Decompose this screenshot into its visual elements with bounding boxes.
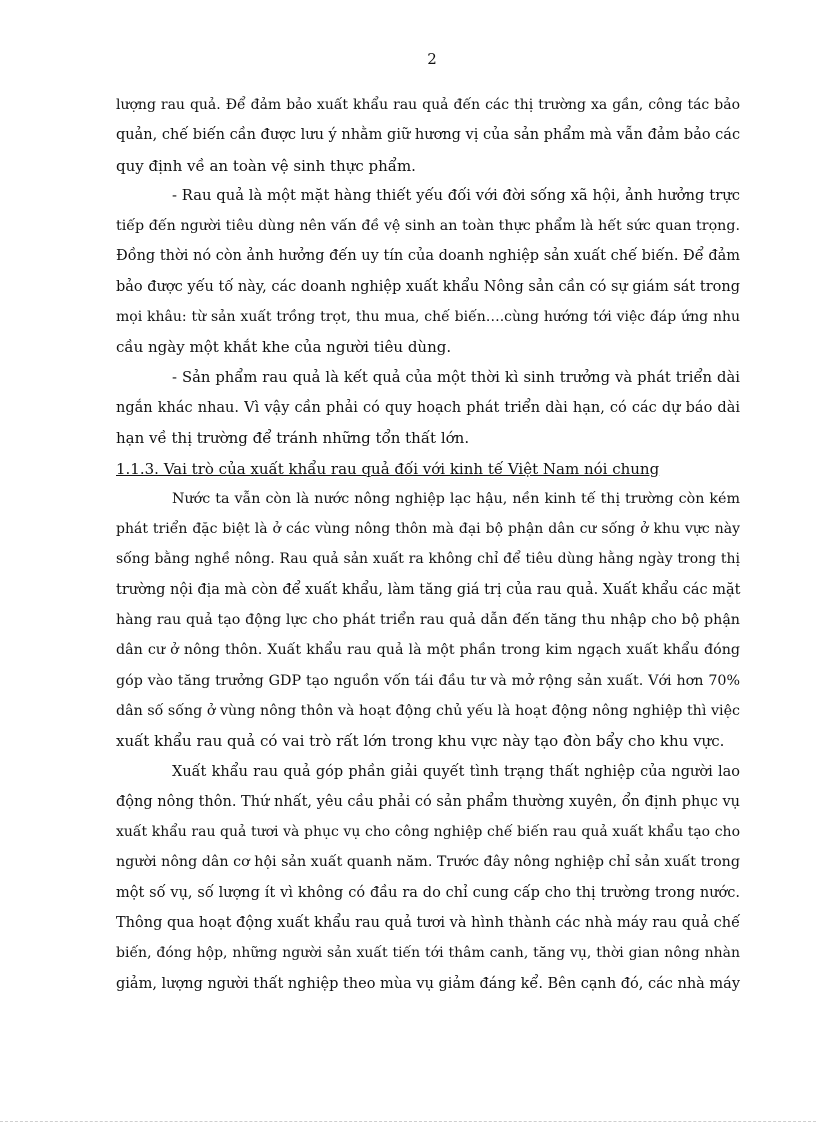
text-line: bảo được yếu tố này, các doanh nghiệp xuất khẩu Nông sản cần có sự giám sát trong <box>116 278 740 295</box>
text-line: phát triển đặc biệt là ở các vùng nông thôn mà đại bộ phận dân cư sống ở khu vực này <box>116 521 740 538</box>
text-line: cầu ngày một khắt khe của người tiêu dùng. <box>116 338 452 357</box>
paragraph <box>116 757 740 999</box>
text-line: hàng rau quả tạo động lực cho phát triển rau quả dẫn đến tăng thu nhập cho bộ phận <box>116 612 740 629</box>
text-line: ngắn khác nhau. Vì vậy cần phải có quy hoạch phát triển dài hạn, có các dự báo dài <box>116 399 740 416</box>
text-line: biến, đóng hộp, những người sản xuất tiến tới thâm canh, tăng vụ, thời gian nông nhàn <box>116 945 740 962</box>
text-line: - Sản phẩm rau quả là kết quả của một thời kì sinh trưởng và phát triển dài <box>172 368 740 386</box>
text-line: Xuất khẩu rau quả góp phần giải quyết tình trạng thất nghiệp của người lao <box>172 763 740 780</box>
paragraph-dash-item <box>116 181 740 363</box>
paragraph-dash-item <box>116 363 740 454</box>
text-line: lượng rau quả. Để đảm bảo xuất khẩu rau quả đến các thị trường xa gần, công tác bảo <box>116 97 740 113</box>
text-line: quy định về an toàn vệ sinh thực phẩm. <box>116 156 416 175</box>
text-line: người nông dân cơ hội sản xuất quanh năm. Trước đây nông nghiệp chỉ sản xuất trong <box>116 854 740 871</box>
page-number: 2 <box>427 50 437 68</box>
text-line: sống bằng nghề nông. Rau quả sản xuất ra không chỉ để tiêu dùng hằng ngày trong thị <box>116 551 740 568</box>
paragraph <box>116 484 740 757</box>
text-line: dân số sống ở vùng nông thôn và hoạt động chủ yếu là hoạt động nông nghiệp thì việc <box>116 702 740 719</box>
text-line: trường nội địa mà còn để xuất khẩu, làm tăng giá trị của rau quả. Xuất khẩu các mặt <box>116 581 741 598</box>
text-line: Nước ta vẫn còn là nước nông nghiệp lạc hậu, nền kinh tế thị trường còn kém <box>172 490 740 507</box>
text-line: xuất khẩu rau quả có vai trò rất lớn trong khu vực này tạo đòn bẩy cho khu vực. <box>116 732 725 751</box>
text-line: góp vào tăng trưởng GDP tạo nguồn vốn tái đầu tư và mở rộng sản xuất. Với hơn 70% <box>116 672 740 689</box>
section-heading: 1.1.3. Vai trò của xuất khẩu rau quả đối với kinh tế Việt Nam nói chung <box>116 459 660 478</box>
text-line: - Rau quả là một mặt hàng thiết yếu đối với đời sống xã hội, ảnh hưởng trực <box>172 186 740 204</box>
text-line: giảm, lượng người thất nghiệp theo mùa vụ giảm đáng kể. Bên cạnh đó, các nhà máy <box>116 975 741 992</box>
text-line: Thông qua hoạt động xuất khẩu rau quả tươi và hình thành các nhà máy rau quả chế <box>116 915 740 932</box>
page-bottom-border <box>0 1121 816 1122</box>
text-line: xuất khẩu rau quả tươi và phục vụ cho công nghiệp chế biến rau quả xuất khẩu tạo cho <box>116 824 740 841</box>
paragraph-continuation <box>116 90 740 181</box>
text-line: tiếp đến người tiêu dùng nên vấn đề vệ sinh an toàn thực phẩm là hết sức quan trọng. <box>116 218 740 235</box>
text-line: dân cư ở nông thôn. Xuất khẩu rau quả là một phần trong kim ngạch xuất khẩu đóng <box>116 642 740 659</box>
text-line: hạn về thị trường để tránh những tổn thất lớn. <box>116 429 470 448</box>
text-line: quản, chế biến cần được lưu ý nhằm giữ hương vị của sản phẩm mà vẫn đảm bảo các <box>116 127 741 144</box>
text-line: động nông thôn. Thứ nhất, yêu cầu phải có sản phẩm thường xuyên, ổn định phục vụ <box>116 793 740 810</box>
body-text <box>116 90 740 999</box>
text-line: Đồng thời nó còn ảnh hưởng đến uy tín của doanh nghiệp sản xuất chế biến. Để đảm <box>116 248 740 265</box>
text-line: mọi khâu: từ sản xuất trồng trọt, thu mua, chế biến….cùng hướng tới việc đáp ứng nhu <box>116 309 740 326</box>
text-line: một số vụ, số lượng ít vì không có đầu ra do chỉ cung cấp cho thị trường trong nước. <box>116 884 740 901</box>
